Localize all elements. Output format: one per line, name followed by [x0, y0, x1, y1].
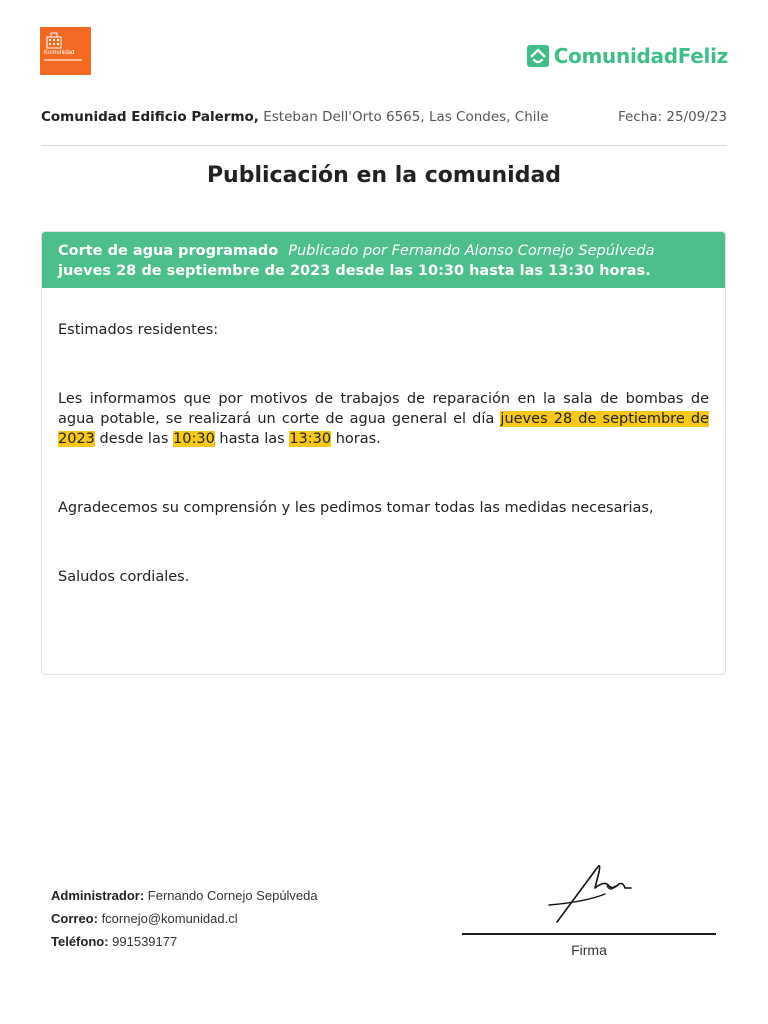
komunidad-logo — [40, 27, 91, 75]
contact-info — [51, 884, 318, 953]
body-text: horas. — [331, 431, 381, 447]
greeting-text: Estimados residentes: — [58, 322, 219, 338]
org-logo-text: Komunidad — [44, 50, 75, 56]
publication-card — [41, 231, 726, 675]
email-label: Correo: — [51, 911, 98, 926]
signature-line — [462, 933, 716, 935]
publication-header — [42, 232, 725, 288]
signature-label: Firma — [571, 942, 607, 958]
body-text: desde las — [94, 431, 174, 447]
document-meta — [41, 109, 727, 125]
building-icon — [45, 31, 63, 49]
publication-title: Corte de agua programado — [58, 243, 279, 259]
email-value: fcornejo@komunidad.cl — [97, 911, 238, 926]
thanks-paragraph: Agradecemos su comprensión y les pedimos tomar todas las medidas necesarias, — [58, 500, 654, 516]
email-row — [51, 907, 318, 930]
house-icon — [527, 45, 549, 67]
community-name: Comunidad Edificio Palermo, — [41, 109, 259, 125]
signature-image — [545, 858, 645, 924]
page-title: Publicación en la comunidad — [206, 163, 562, 188]
header-divider — [41, 145, 727, 146]
main-paragraph — [58, 389, 709, 449]
admin-label: Administrador: — [51, 888, 145, 903]
admin-row — [51, 884, 318, 907]
community-info — [41, 109, 549, 125]
highlight-end-time: 13:30 — [289, 431, 332, 447]
body-text: Les informamos que por motivos de trabajos de reparación en la sala de bombas de agua potable, se realizará un corte de agua general el día — [58, 391, 709, 427]
phone-label: Teléfono: — [51, 934, 109, 949]
publication-schedule: jueves 28 de septiembre de 2023 desde las 10:30 hasta las 13:30 horas. — [58, 263, 651, 279]
body-text: hasta las — [214, 431, 290, 447]
community-address: Esteban Dell'Orto 6565, Las Condes, Chile — [263, 109, 549, 125]
publication-author: Publicado por Fernando Alonso Cornejo Sepúlveda — [288, 243, 655, 259]
phone-value: 991539177 — [108, 934, 178, 949]
highlight-start-time: 10:30 — [173, 431, 215, 447]
highlight-date: jueves 28 de septiembre de 2023 — [58, 411, 709, 447]
logo-tagline — [44, 59, 82, 61]
publication-body — [42, 288, 725, 587]
phone-row — [51, 930, 318, 953]
document-date: Fecha: 25/09/23 — [617, 109, 727, 125]
admin-value: Fernando Cornejo Sepúlveda — [144, 888, 318, 903]
closing-text: Saludos cordiales. — [58, 569, 190, 585]
brand-name: ComunidadFeliz — [553, 44, 728, 68]
comunidadfeliz-logo — [527, 44, 728, 68]
